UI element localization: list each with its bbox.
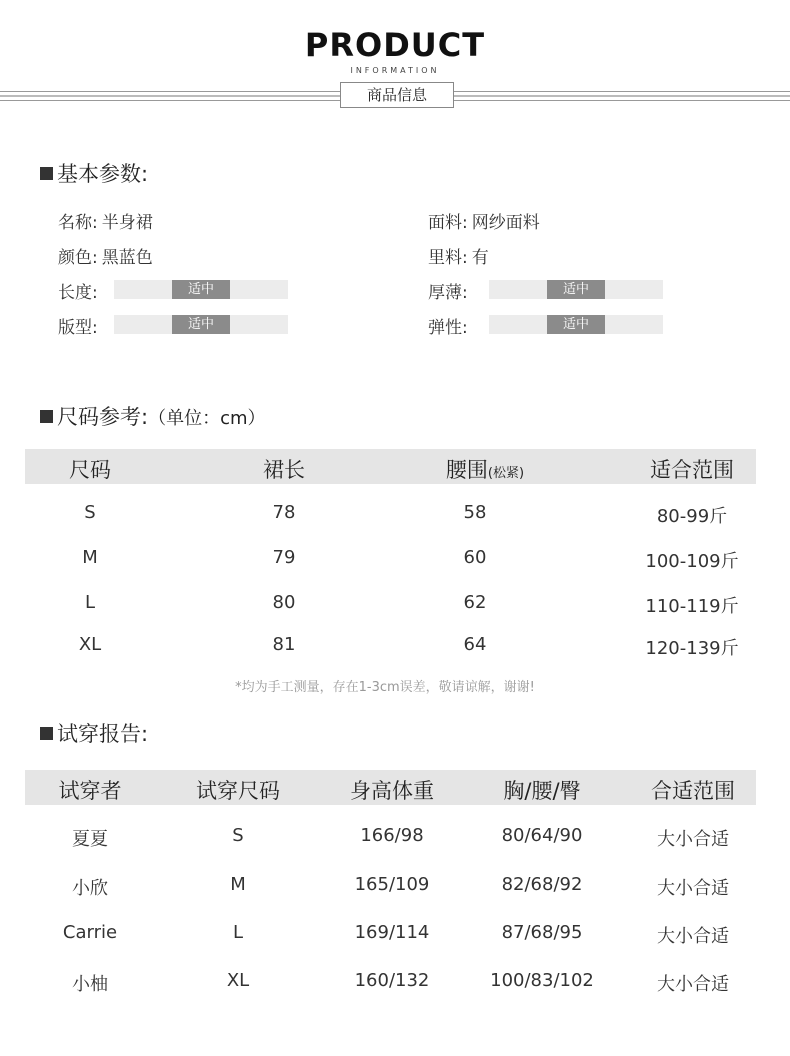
trial-cell: 夏夏 — [72, 829, 108, 850]
size-cell: M — [82, 547, 98, 568]
trial-cell: 160/132 — [354, 970, 430, 991]
page-title: PRODUCT — [304, 26, 486, 64]
param-label: 名称: — [58, 213, 98, 233]
square-bullet-icon — [40, 410, 53, 423]
size-cell: 100-109斤 — [645, 551, 739, 572]
size-cell: 64 — [463, 634, 487, 655]
param-label: 面料: — [428, 213, 468, 233]
size-cell: XL — [78, 634, 102, 655]
elastic-scale-bar — [489, 315, 663, 334]
trial-cell: 大小合适 — [657, 878, 729, 899]
elastic-scale-marker: 适中 — [547, 315, 605, 334]
page-subtitle: INFORMATION — [350, 66, 440, 75]
trial-cell: 166/98 — [360, 825, 424, 846]
size-col-waist-label: 腰围 — [445, 458, 488, 482]
size-col-size: 尺码 — [69, 458, 111, 482]
trial-col-tester: 试穿者 — [58, 779, 122, 803]
square-bullet-icon — [40, 167, 53, 180]
trial-cell: 80/64/90 — [501, 825, 583, 846]
size-cell: 120-139斤 — [645, 638, 739, 659]
section-badge: 商品信息 — [340, 82, 454, 108]
size-cell: 79 — [272, 547, 296, 568]
fit-scale-marker: 适中 — [172, 315, 230, 334]
measurement-note: *均为手工测量，存在1-3cm误差，敬请谅解，谢谢! — [235, 680, 535, 695]
size-cell: 110-119斤 — [645, 596, 739, 617]
size-cell: 58 — [463, 502, 487, 523]
trial-cell: 82/68/92 — [501, 874, 583, 895]
size-cell: L — [84, 592, 96, 613]
param-label: 颜色: — [58, 248, 98, 268]
trial-cell: 169/114 — [354, 922, 430, 943]
param-thickness-label: 厚薄: — [428, 283, 468, 303]
trial-cell: S — [232, 825, 244, 846]
param-label: 里料: — [428, 248, 468, 268]
size-col-range: 适合范围 — [650, 458, 734, 482]
size-cell: 80 — [272, 592, 296, 613]
trial-col-fit: 合适范围 — [651, 779, 735, 803]
trial-col-height-weight: 身高体重 — [350, 779, 434, 803]
thickness-scale-bar — [489, 280, 663, 299]
square-bullet-icon — [40, 727, 53, 740]
trial-cell: 小柚 — [72, 974, 108, 995]
param-name — [58, 208, 153, 233]
trial-cell: L — [232, 922, 244, 943]
size-col-waist-note: (松紧) — [487, 466, 525, 481]
thickness-scale-marker: 适中 — [547, 280, 605, 299]
size-cell: 81 — [272, 634, 296, 655]
size-col-waist — [410, 454, 560, 484]
trial-heading-text: 试穿报告: — [57, 722, 149, 746]
trial-cell: 小欣 — [72, 878, 108, 899]
trial-cell: 165/109 — [354, 874, 430, 895]
size-unit: （单位：cm） — [148, 408, 266, 429]
size-cell: S — [84, 502, 96, 523]
length-scale-bar — [114, 280, 288, 299]
size-heading — [40, 401, 266, 431]
param-fabric — [428, 208, 540, 233]
param-elastic-label: 弹性: — [428, 318, 468, 338]
trial-cell: M — [230, 874, 246, 895]
basic-params-heading-text: 基本参数: — [57, 162, 149, 186]
param-value: 网纱面料 — [471, 213, 540, 233]
size-cell: 80-99斤 — [656, 506, 728, 527]
trial-cell: Carrie — [62, 922, 118, 943]
param-lining — [428, 243, 489, 268]
trial-cell: 100/83/102 — [490, 970, 594, 991]
param-color — [58, 243, 153, 268]
trial-col-size: 试穿尺码 — [196, 779, 280, 803]
size-cell: 60 — [463, 547, 487, 568]
size-heading-text: 尺码参考: — [57, 405, 149, 429]
trial-heading — [40, 718, 148, 748]
trial-cell: 87/68/95 — [501, 922, 583, 943]
trial-cell: 大小合适 — [657, 926, 729, 947]
length-scale-marker: 适中 — [172, 280, 230, 299]
trial-cell: 大小合适 — [657, 974, 729, 995]
basic-params-heading — [40, 158, 148, 188]
param-value: 黑蓝色 — [101, 248, 153, 268]
param-fit-label: 版型: — [58, 318, 98, 338]
trial-cell: 大小合适 — [657, 829, 729, 850]
param-length-label: 长度: — [58, 283, 98, 303]
trial-col-measurements: 胸/腰/臀 — [503, 779, 581, 803]
size-cell: 62 — [463, 592, 487, 613]
param-value: 半身裙 — [101, 213, 153, 233]
param-value: 有 — [471, 248, 489, 268]
size-cell: 78 — [272, 502, 296, 523]
size-col-length: 裙长 — [263, 458, 305, 482]
fit-scale-bar — [114, 315, 288, 334]
trial-cell: XL — [226, 970, 250, 991]
